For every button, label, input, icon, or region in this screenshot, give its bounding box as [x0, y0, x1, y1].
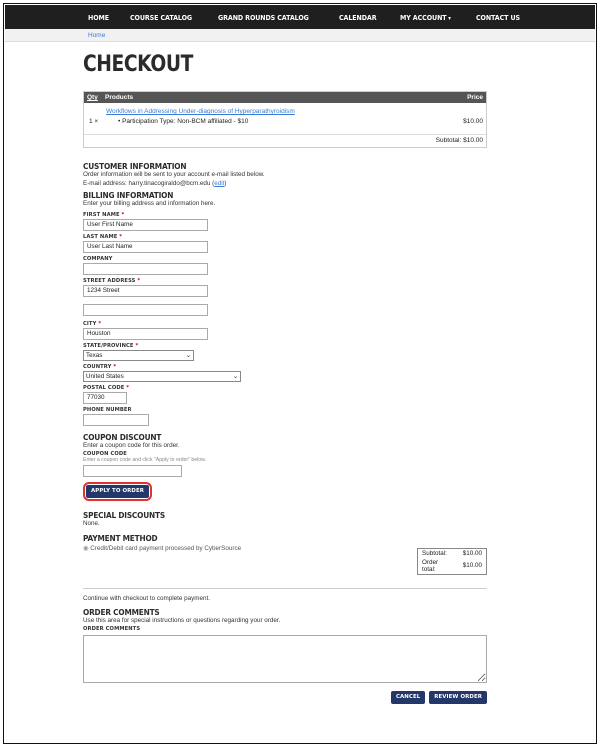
street-address-field[interactable] [83, 285, 208, 297]
coupon-heading: COUPON DISCOUNT [83, 432, 162, 442]
phone-field[interactable] [83, 414, 149, 426]
cart-subtotal: Subtotal: $10.00 [435, 137, 483, 144]
coupon-hint: Enter a coupon code and click "Apply to order" below. [83, 457, 207, 463]
cart-col-products: Products [105, 94, 134, 101]
billing-section [83, 191, 487, 426]
street-address-2-field[interactable] [83, 304, 208, 316]
required-mark: * [119, 233, 123, 240]
comments-note: Use this area for special instructions or questions regarding your order. [83, 617, 281, 624]
first-name-label [83, 212, 487, 218]
state-select[interactable] [83, 350, 194, 361]
payment-heading: PAYMENT METHOD [83, 533, 158, 543]
last-name-label [83, 234, 487, 240]
nav-calendar[interactable]: CALENDAR [339, 12, 377, 22]
street-label-text: STREET ADDRESS [83, 277, 136, 284]
phone-label: PHONE NUMBER [83, 406, 132, 413]
cart-col-price: Price [467, 94, 483, 101]
country-label [83, 364, 487, 370]
customer-heading: CUSTOMER INFORMATION [83, 162, 187, 171]
special-discounts-section [83, 511, 487, 529]
cart-row [84, 103, 486, 135]
cart-header [84, 92, 486, 103]
nav-course-catalog[interactable]: COURSE CATALOG [129, 12, 192, 22]
street-label [83, 278, 487, 284]
continue-note: Continue with checkout to complete payment. [83, 594, 211, 602]
edit-email-link[interactable]: edit [214, 179, 225, 187]
payment-option-label: Credit/Debit card payment processed by CyberSource [90, 544, 242, 552]
postal-code-field[interactable] [83, 392, 127, 404]
page-title: CHECKOUT [83, 52, 193, 77]
subtotal-label: Subtotal: [422, 549, 447, 557]
required-mark: * [113, 363, 117, 370]
breadcrumb [5, 29, 595, 42]
form-actions [83, 691, 487, 704]
chevron-down-icon: ⌄ [185, 351, 191, 359]
review-order-button[interactable]: REVIEW ORDER [429, 691, 487, 704]
order-total-label-1: Order [422, 558, 439, 566]
cart-item-price: $10.00 [463, 118, 483, 125]
comments-section [83, 608, 487, 683]
nav-home[interactable]: HOME [88, 12, 109, 22]
city-field[interactable] [83, 328, 208, 340]
postal-label-text: POSTAL CODE [83, 384, 125, 391]
customer-note: Order information will be sent to your account e-mail listed below. [83, 171, 265, 178]
breadcrumb-home-link[interactable]: Home [88, 32, 106, 39]
section-divider [83, 588, 487, 589]
country-select-value: United States [86, 372, 124, 380]
payment-section [83, 534, 487, 584]
special-discounts-heading: SPECIAL DISCOUNTS [83, 511, 165, 520]
last-name-label-text: LAST NAME [83, 233, 118, 240]
apply-to-order-button[interactable]: APPLY TO ORDER [86, 485, 149, 498]
required-mark: * [137, 277, 141, 284]
email-prefix: E-mail address: harry.tinacogiraldo@bcm.edu ( [83, 179, 215, 187]
state-label [83, 343, 487, 349]
state-label-text: STATE/PROVINCE [83, 342, 134, 349]
comments-heading: ORDER COMMENTS [83, 608, 160, 617]
required-mark: * [98, 320, 102, 327]
city-label-text: CITY [83, 320, 97, 327]
email-suffix: ) [224, 179, 227, 187]
chevron-down-icon: ⌄ [232, 372, 238, 380]
billing-heading: BILLING INFORMATION [83, 191, 174, 200]
customer-section [83, 162, 487, 188]
required-mark: * [121, 211, 125, 218]
top-navigation [5, 5, 595, 29]
special-discounts-value: None. [83, 520, 100, 527]
radio-icon: ◉ [83, 544, 89, 552]
main-content [83, 42, 487, 704]
company-label: COMPANY [83, 255, 113, 262]
totals-subtotal-row [418, 549, 486, 558]
payment-totals [417, 548, 487, 575]
cart-item-attribute: • Participation Type: Non-BCM affiliated - $10 [118, 118, 248, 125]
first-name-field[interactable] [83, 219, 208, 231]
nav-grand-rounds-catalog[interactable]: GRAND ROUNDS CATALOG [218, 12, 310, 22]
cancel-button[interactable]: CANCEL [391, 691, 425, 704]
postal-label [83, 385, 487, 391]
last-name-field[interactable] [83, 241, 208, 253]
nav-my-account[interactable]: MY ACCOUNT ▾ [400, 13, 451, 22]
subtotal-value: $10.00 [462, 549, 482, 557]
totals-order-total-row [418, 558, 486, 574]
country-label-text: COUNTRY [83, 363, 112, 370]
coupon-note: Enter a coupon code for this order. [83, 441, 180, 449]
required-mark: * [135, 342, 139, 349]
cart-table [83, 91, 487, 148]
city-label [83, 321, 487, 327]
country-select[interactable] [83, 371, 241, 382]
customer-email [83, 180, 487, 189]
comments-label: ORDER COMMENTS [83, 625, 141, 632]
required-mark: * [126, 384, 130, 391]
cart-col-qty[interactable]: Qty [87, 94, 98, 101]
cart-item-qty: 1 × [89, 118, 99, 125]
coupon-code-field[interactable] [83, 465, 182, 477]
order-total-value: $10.00 [462, 562, 482, 569]
order-total-label-2: total: [422, 565, 436, 573]
apply-button-highlight [83, 482, 152, 501]
coupon-code-label: COUPON CODE [83, 451, 127, 457]
order-comments-field[interactable] [83, 635, 487, 683]
state-select-value: Texas [86, 351, 103, 359]
coupon-section [83, 433, 487, 502]
billing-note: Enter your billing address and information here. [83, 200, 216, 207]
first-name-label-text: FIRST NAME [83, 211, 120, 218]
order-total-label [422, 559, 438, 573]
nav-contact-us[interactable]: CONTACT US [475, 12, 520, 22]
company-field[interactable] [83, 263, 208, 275]
cart-item-product-link[interactable]: Workflows in Addressing Under-diagnosis of Hyperparathyroidism [106, 108, 295, 115]
